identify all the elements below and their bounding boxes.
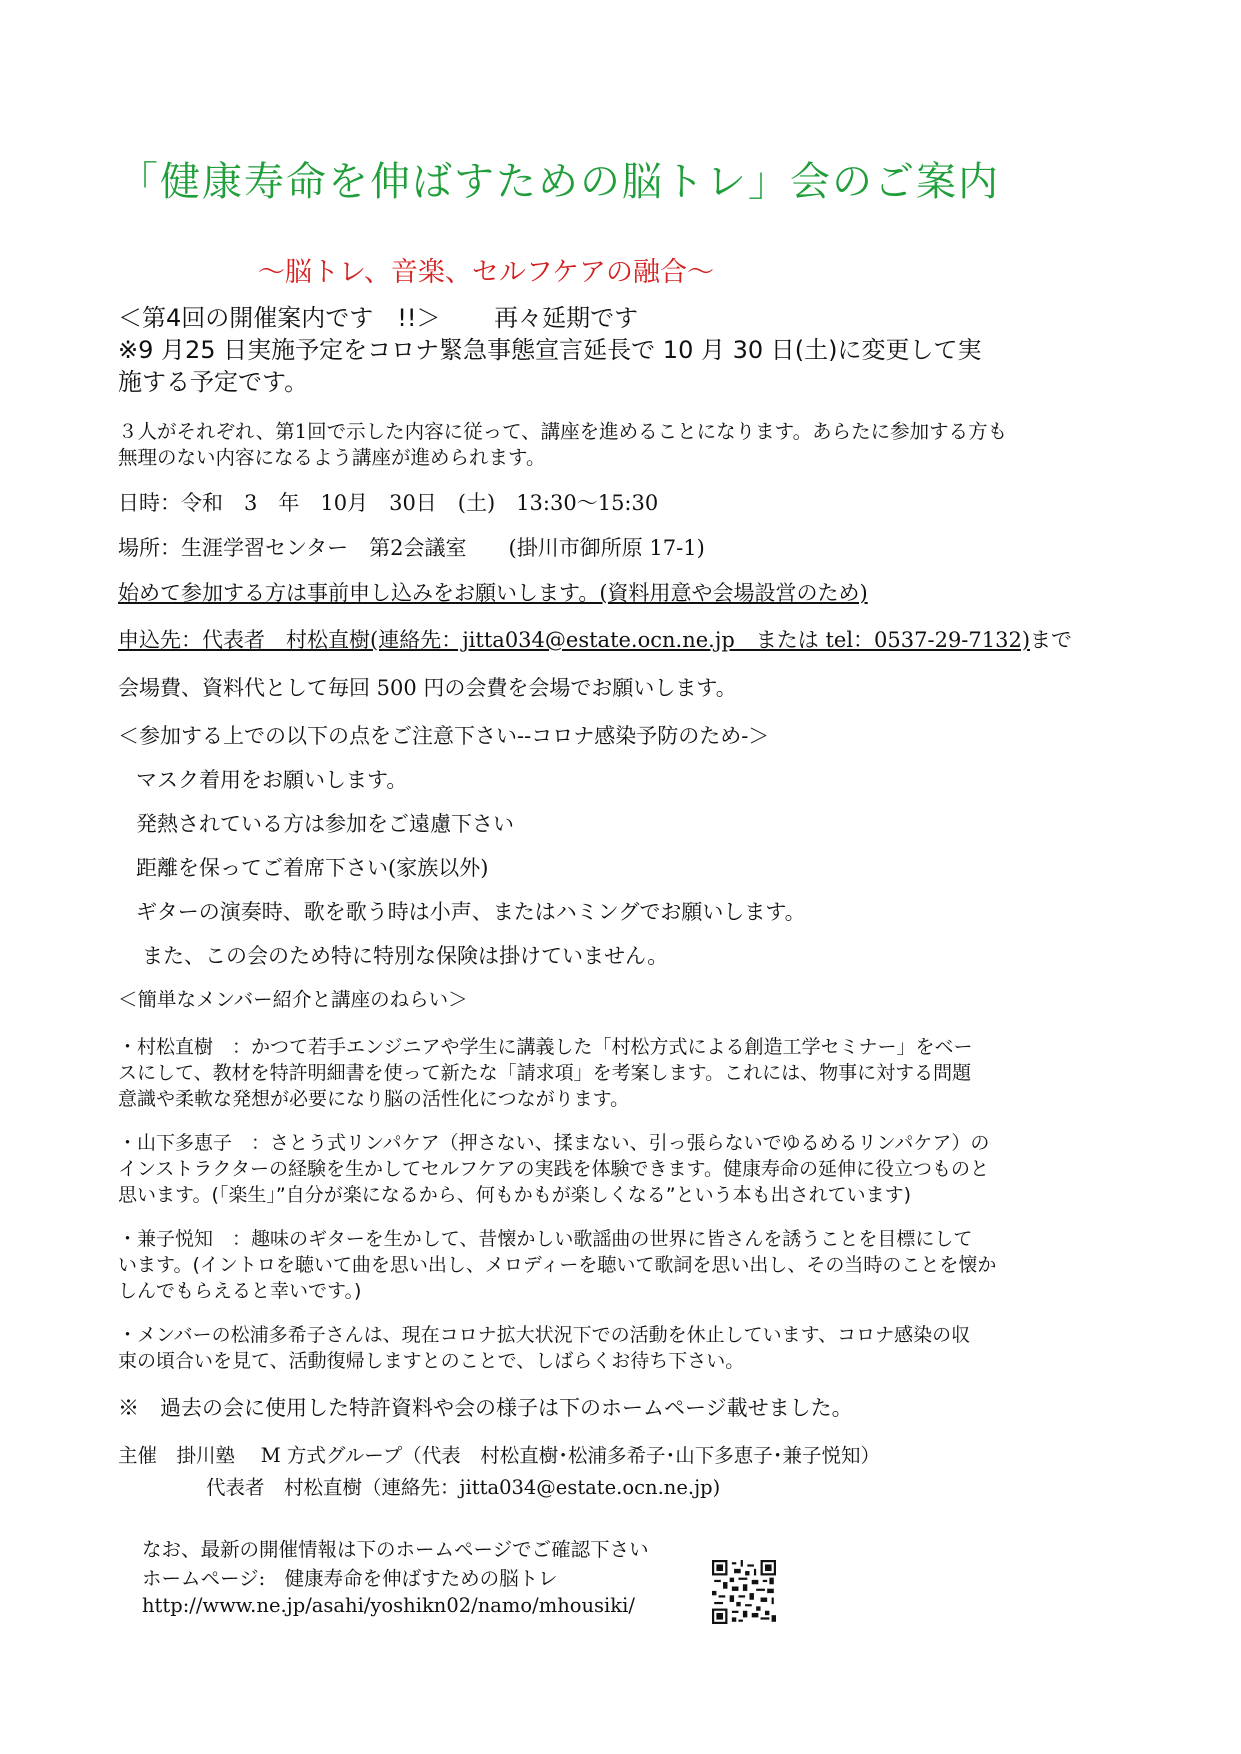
- member-yamashita-line: インストラクターの経験を生かしてセルフケアの実践を体験できます。健康寿命の延伸に役立つものと: [118, 1158, 989, 1180]
- member-muramatsu-line: 意識や柔軟な発想が必要になり脳の活性化につながります。: [118, 1088, 630, 1110]
- precautions-heading: ＜参加する上での以下の点をご注意下さい--コロナ感染予防のため-＞: [118, 724, 770, 748]
- event-place: 場所：生涯学習センター 第2会議室 (掛川市御所原 17-1): [118, 536, 705, 560]
- member-yamashita-line: ・山下多恵子 ：さとう式リンパケア（押さない、揉まない、引っ張らないでゆるめるリンパケア）の: [118, 1132, 990, 1154]
- member-kaneko-line: しんでもらえると幸いです。): [118, 1280, 362, 1302]
- organizer-line: 主催 掛川塾 M 方式グループ（代表 村松直樹･松浦多希子･山下多恵子･兼子悦知）: [118, 1444, 881, 1467]
- homepage-url[interactable]: http://www.ne.jp/asahi/yoshikn02/namo/mhousiki/: [142, 1594, 635, 1617]
- notice-heading: ＜第4回の開催案内です !!＞: [118, 304, 441, 332]
- postponed-label: 再々延期です: [494, 304, 639, 332]
- precaution-item: マスク着用をお願いします。: [136, 768, 408, 792]
- notice-line-2: 施する予定です。: [118, 368, 309, 396]
- representative-line: 代表者 村松直樹（連絡先：jitta034@estate.ocn.ne.jp): [206, 1476, 721, 1499]
- footer-note: なお、最新の開催情報は下のホームページでご確認下さい: [142, 1538, 649, 1561]
- apply-suffix: まで: [1030, 628, 1073, 652]
- page-title: 「健康寿命を伸ばすための脳トレ」会のご案内: [118, 159, 1000, 205]
- member-muramatsu-line: スにして、教材を特許明細書を使って新たな「請求項」を考案します。これには、物事に対する問題: [118, 1062, 972, 1084]
- precaution-item: ギターの演奏時、歌を歌う時は小声、またはハミングでお願いします。: [136, 900, 806, 924]
- member-kaneko-line: ・兼子悦知 ：趣味のギターを生かして、昔懐かしい歌謡曲の世界に皆さんを誘うことを目標にして: [118, 1228, 973, 1250]
- member-muramatsu-line: ・村松直樹 ：かつて若手エンジニアや学生に講義した「村松方式による創造工学セミナー」をベー: [118, 1036, 973, 1058]
- apply-contact-row: [118, 624, 1072, 654]
- page-subtitle: ～脳トレ、音楽、セルフケアの融合～: [258, 257, 715, 288]
- member-kaneko-line: います。(イントロを聴いて曲を思い出し、メロディーを聴いて歌詞を思い出し、その当時のことを懐か: [118, 1254, 997, 1276]
- past-materials-note: ※ 過去の会に使用した特許資料や会の様子は下のホームページ載せました。: [118, 1396, 853, 1420]
- intro-line-2: 無理のない内容になるよう講座が進められます。: [118, 446, 546, 469]
- fee-note: 会場費、資料代として毎回 500 円の会費を会場でお願いします。: [118, 676, 737, 700]
- precaution-item: 距離を保ってご着席下さい(家族以外): [136, 856, 489, 880]
- qr-code-icon[interactable]: [712, 1560, 776, 1624]
- member-matsuura-line: ・メンバーの松浦多希子さんは、現在コロナ拡大状況下での活動を休止しています、コロナ感染の収: [118, 1324, 971, 1346]
- event-datetime: 日時：令和 3 年 10月 30日 (土) 13:30～15:30: [118, 491, 659, 515]
- precaution-item: 発熱されている方は参加をご遠慮下さい: [136, 812, 514, 836]
- member-matsuura-line: 束の頃合いを見て、活動復帰しますとのことで、しばらくお待ち下さい。: [118, 1350, 745, 1372]
- insurance-note: また、この会のため特に特別な保険は掛けていません。: [142, 944, 669, 968]
- notice-heading-row: [118, 298, 638, 333]
- members-heading: ＜簡単なメンバー紹介と講座のねらい＞: [118, 988, 468, 1011]
- member-yamashita-line: 思います。(「楽生」”自分が楽になるから、何もかもが楽しくなる”という本も出されています): [118, 1184, 911, 1206]
- apply-contact: 申込先：代表者 村松直樹(連絡先：jitta034@estate.ocn.ne.jp または tel：0537-29-7132): [118, 628, 1031, 652]
- notice-line-1: ※9 月25 日実施予定をコロナ緊急事態宣言延長で 10 月 30 日(土)に変更して実: [118, 336, 982, 364]
- intro-line-1: ３人がそれぞれ、第1回で示した内容に従って、講座を進めることになります。あらたに参加する方も: [118, 420, 1008, 443]
- registration-note: 始めて参加する方は事前申し込みをお願いします。(資料用意や会場設営のため): [118, 581, 868, 605]
- homepage-label: ホームページ: 健康寿命を伸ばすための脳トレ: [142, 1567, 558, 1590]
